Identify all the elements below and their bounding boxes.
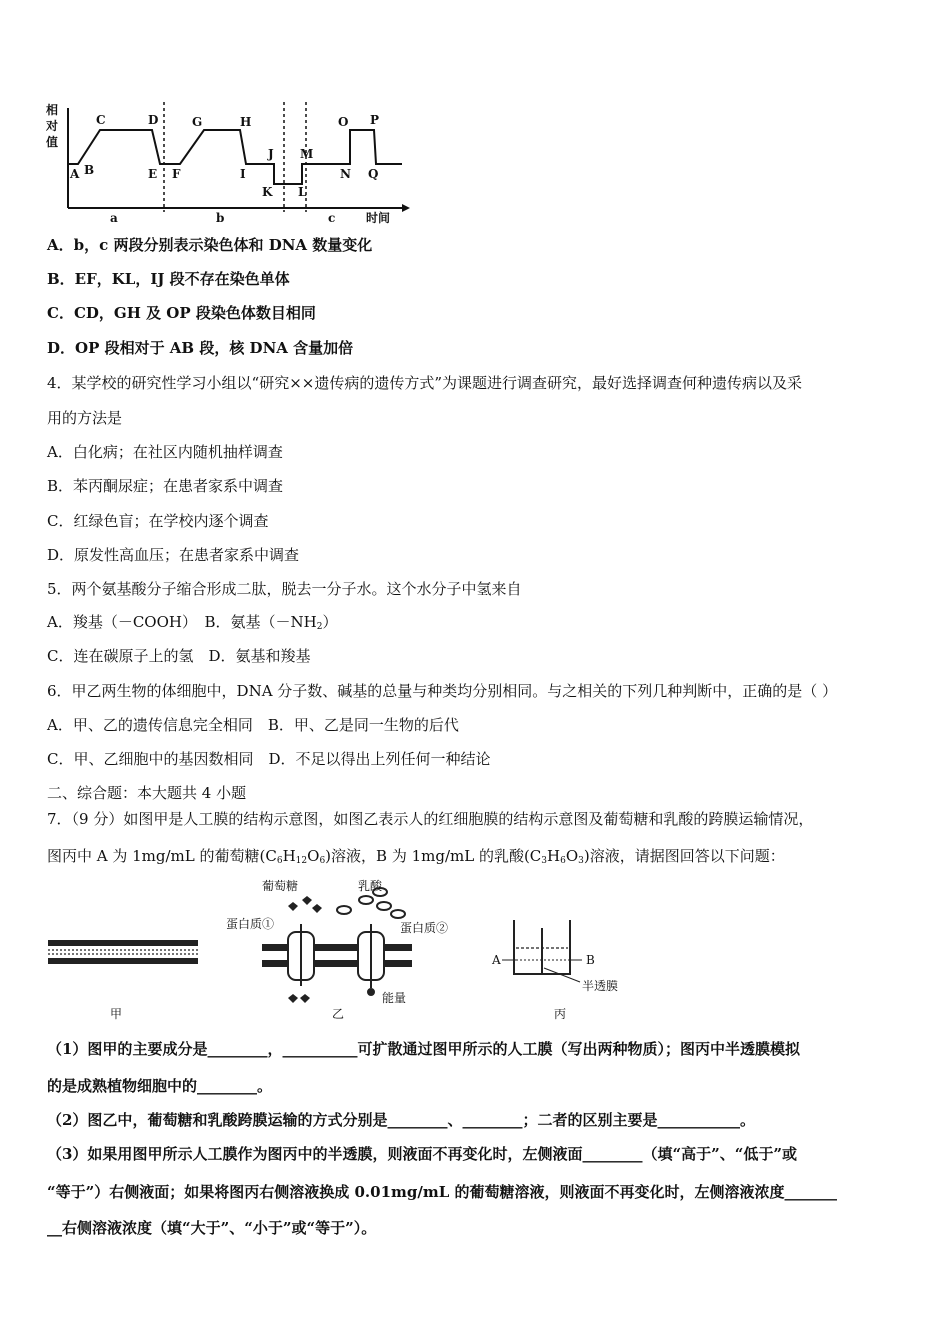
lactic-acid-label: 乳酸 [358,879,383,893]
q6-options-cd: C．甲、乙细胞中的基因数相同 D．不足以得出上列任何一种结论 [47,750,491,768]
section-title: 二、综合题：本大题共 4 小题 [47,784,247,802]
segment-label: c [328,211,336,225]
point-label: H [240,115,252,129]
q3-option-c: C．CD，GH 及 OP 段染色体数目相同 [47,304,316,322]
q4-stem: 4．某学校的研究性学习小组以“研究××遗传病的遗传方式”为课题进行调查研究，最好选择调查何种遗传病以及采 [47,374,803,392]
q7-sub3: （3）如果用图甲所示人工膜作为图丙中的半透膜，则液面不再变化时，左侧液面________（填“高于”、“低于”或 [47,1145,797,1163]
figure-yi-label: 乙 [332,1007,345,1021]
q4-option-d: D．原发性高血压；在患者家系中调查 [47,546,300,564]
point-label: O [338,115,349,129]
point-label: D [148,113,159,127]
y-label-1: 相 [46,103,59,117]
q5-stem: 5．两个氨基酸分子缩合形成二肽，脱去一分子水。这个水分子中氢来自 [47,580,522,598]
protein1-label: 蛋白质① [226,917,275,931]
point-label: K [262,185,273,199]
q4-stem-cont: 用的方法是 [47,409,123,427]
point-label: C [96,113,106,127]
q6-options-ab: A．甲、乙的遗传信息完全相同 B．甲、乙是同一生物的后代 [47,716,459,734]
membrane-figure [40,878,640,1026]
y-label-3: 值 [46,135,59,149]
u-tube-diagram [502,920,582,982]
q5-options-ab: A．羧基（－COOH） B．氨基$(-NH_2)$ [47,613,338,632]
point-label: N [340,167,351,181]
point-label: Q [368,167,379,181]
point-label: G [192,115,203,129]
q7-stem: 7．（9 分）如图甲是人工膜的结构示意图，如图乙表示人的红细胞膜的结构示意图及葡萄糖和乳酸的跨膜运输情况， [47,810,814,828]
semipermeable-membrane-label: 半透膜 [582,979,619,993]
relative-value-graph [40,96,410,226]
q3-option-d: D．OP 段相对于 AB 段，核 DNA 含量加倍 [47,339,354,357]
solution-b-label: B [586,953,595,967]
q5-options-cd: C．连在碳原子上的氢 D．氨基和羧基 [47,647,311,665]
q7-sub2: （2）图乙中，葡萄糖和乳酸跨膜运输的方式分别是________、________；二者的区别主要是___________。 [47,1111,755,1129]
figure-jia-label: 甲 [110,1007,123,1021]
q7-sub1-cont: 的是成熟植物细胞中的________。 [47,1077,273,1095]
y-label-2: 对 [46,119,59,133]
point-label: P [370,113,380,127]
point-label: A [70,167,80,181]
point-label: M [300,147,314,161]
q7-stem-cont: 图丙中 A 为 1mg/mL 的葡萄糖$(C_6H_{12}O_6)$溶液，B 为 1mg/mL 的乳酸$(C_3H_6O_3)$溶液，请据图回答以下问题： [47,847,785,866]
point-label: L [298,185,307,199]
point-label: J [268,147,274,161]
q4-option-a: A．白化病；在社区内随机抽样调查 [47,443,283,461]
glucose-label: 葡萄糖 [262,879,299,893]
q6-stem: 6．甲乙两生物的体细胞中，DNA 分子数、碱基的总量与种类均分别相同。与之相关的下列几种判断中，正确的是（ ） [47,682,838,700]
point-label: F [172,167,181,181]
q3-option-b: B．EF，KL，IJ 段不存在染色单体 [47,270,290,288]
segment-label: b [216,211,225,225]
point-label: I [240,167,246,181]
x-axis-label: 时间 [366,211,391,225]
q7-sub3-cont: “等于”）右侧液面；如果将图丙右侧溶液换成 0.01mg/mL 的葡萄糖溶液，则液面不再变化时，左侧溶液浓度_______ [47,1183,837,1201]
q7-sub3-end: __右侧溶液浓度（填“大于”、“小于”或“等于”）。 [47,1219,377,1237]
point-label: B [84,163,95,177]
protein2-label: 蛋白质② [400,921,449,935]
figure-bing-label: 丙 [554,1007,567,1021]
point-label: E [148,167,158,181]
artificial-membrane-diagram [48,940,198,964]
q7-sub1: （1）图甲的主要成分是________，__________可扩散通过图甲所示的人工膜（写出两种物质）；图丙中半透膜模拟 [47,1040,800,1058]
segment-label: a [110,211,118,225]
energy-label: 能量 [382,991,407,1005]
q4-option-b: B．苯丙酮尿症；在患者家系中调查 [47,477,284,495]
q3-option-a: A．b，c 两段分别表示染色体和 DNA 数量变化 [47,236,373,254]
solution-a-label: A [492,953,501,967]
q4-option-c: C．红绿色盲；在学校内逐个调查 [47,512,269,530]
red-cell-membrane-diagram [262,888,412,1003]
